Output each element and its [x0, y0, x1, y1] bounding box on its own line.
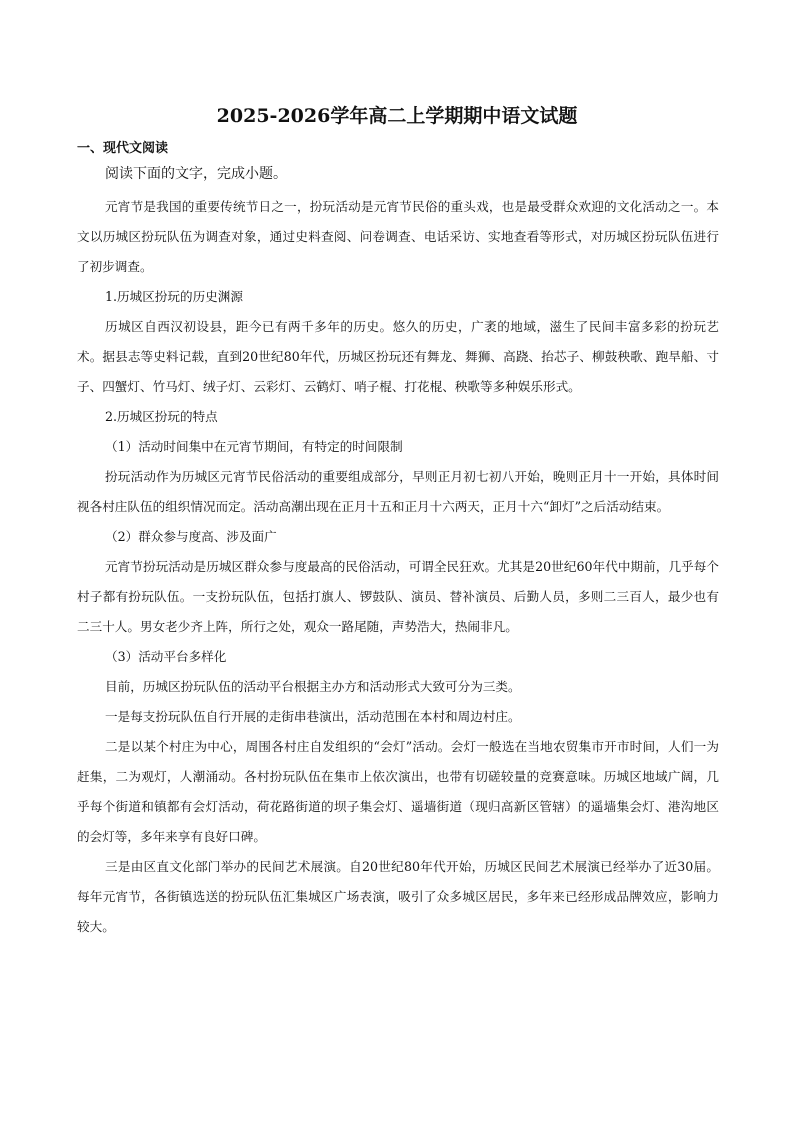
paragraph-platform-1: 一是每支扮玩队伍自行开展的走街串巷演出，活动范围在本村和周边村庄。	[105, 709, 521, 724]
section-heading: 一、现代文阅读	[77, 141, 169, 156]
subheading-feature-3: （3）活动平台多样化	[105, 649, 227, 664]
paragraph-feature-1: 扮玩活动作为历城区元宵节民俗活动的重要组成部分，早则正月初七初八开始，晚则正月十一开始，具体时间视各村庄队伍的组织情况而定。活动高潮出现在正月十五和正月十六两天，正月十六“卸灯”之后活动结束。	[77, 469, 719, 514]
reading-instruction: 阅读下面的文字，完成小题。	[105, 166, 287, 182]
paragraph-platforms-overview: 目前，历城区扮玩队伍的活动平台根据主办方和活动形式大致可分为三类。	[105, 679, 521, 694]
paragraph-platform-3: 三是由区直文化部门举办的民间艺术展演。自20世纪80年代开始，历城区民间艺术展演已经举办了近30届。每年元宵节，各街镇选送的扮玩队伍汇集城区广场表演，吸引了众多城区居民，多年来已经形成品牌效应，影响力较大。	[77, 859, 719, 934]
document-title: 2025-2026学年高二上学期期中语文试题	[216, 105, 578, 127]
reading-passage	[77, 192, 719, 942]
paragraph-history: 历城区自西汉初设县，距今已有两千多年的历史。悠久的历史，广袤的地域，滋生了民间丰富多彩的扮玩艺术。据县志等史料记载，直到20世纪80年代，历城区扮玩还有舞龙、舞狮、高跷、抬芯子、柳鼓秧歌、跑旱船、寸子、四蟹灯、竹马灯、绒子灯、云彩灯、云鹤灯、哨子棍、打花棍、秧歌等多种娱乐形式。	[77, 319, 719, 394]
subheading-feature-1: （1）活动时间集中在元宵节期间，有特定的时间限制	[105, 439, 403, 454]
subheading-history: 1.历城区扮玩的历史渊源	[105, 289, 243, 304]
paragraph-feature-2: 元宵节扮玩活动是历城区群众参与度最高的民俗活动，可谓全民狂欢。尤其是20世纪60年代中期前，几乎每个村子都有扮玩队伍。一支扮玩队伍，包括打旗人、锣鼓队、演员、替补演员、后勤人员，多则二三百人，最少也有二三十人。男女老少齐上阵，所行之处，观众一路尾随，声势浩大，热闹非凡。	[77, 559, 719, 634]
paragraph-intro: 元宵节是我国的重要传统节日之一，扮玩活动是元宵节民俗的重头戏，也是最受群众欢迎的文化活动之一。本文以历城区扮玩队伍为调查对象，通过史料查阅、问卷调查、电话采访、实地查看等形式，对历城区扮玩队伍进行了初步调查。	[77, 199, 719, 274]
subheading-features: 2.历城区扮玩的特点	[105, 409, 218, 424]
paragraph-platform-2: 二是以某个村庄为中心，周围各村庄自发组织的“会灯”活动。会灯一般选在当地农贸集市开市时间，人们一为赶集，二为观灯，人潮涌动。各村扮玩队伍在集市上依次演出，也带有切磋较量的竞赛意味。历城区地域广阔，几乎每个街道和镇都有会灯活动，荷花路街道的坝子集会灯、遥墙街道（现归高新区管辖）的遥墙集会灯、港沟地区的会灯等，多年来享有良好口碑。	[77, 739, 719, 844]
subheading-feature-2: （2）群众参与度高、涉及面广	[105, 529, 277, 544]
